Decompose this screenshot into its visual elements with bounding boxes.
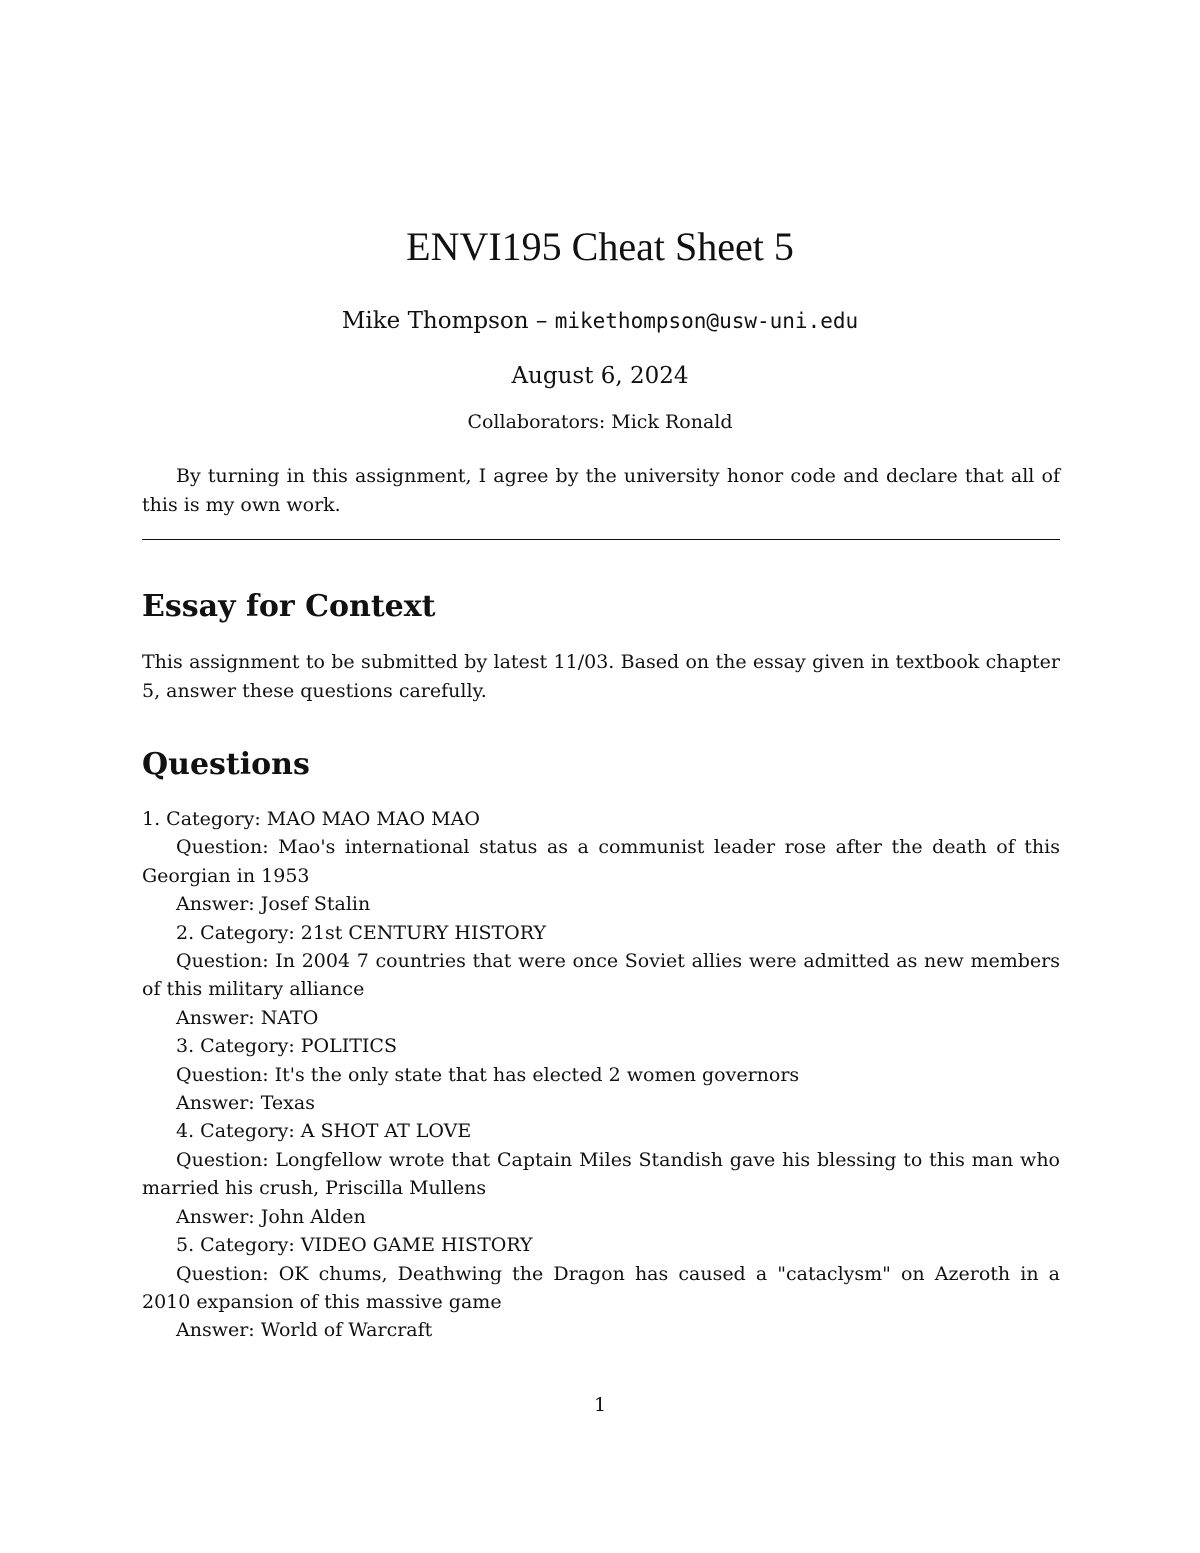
question-category: 3. Category: POLITICS [176,1035,397,1058]
questions-list [142,805,1060,1345]
author-separator: – [535,308,548,334]
question-answer: Answer: NATO [176,1006,319,1029]
question-answer: Answer: John Alden [176,1205,366,1228]
question-category: 1. Category: MAO MAO MAO MAO [142,808,480,830]
questions-section-heading: Questions [142,747,310,782]
essay-section-body: This assignment to be submitted by latest 11/03. Based on the essay given in textbook chapter 5, answer these questions carefully. [142,651,1060,702]
page-number: 1 [593,1394,607,1416]
document-date: August 6, 2024 [511,363,689,389]
horizontal-rule [142,539,1060,540]
essay-section-heading: Essay for Context [142,589,436,624]
collaborators: Collaborators: Mick Ronald [467,411,733,433]
question-answer: Answer: Josef Stalin [176,893,371,916]
question-text: Question: OK chums, Deathwing the Dragon has caused a "cataclysm" on Azeroth in a 2010 expansion of this massive game [142,1262,1060,1313]
question-text: Question: It's the only state that has elected 2 women governors [176,1063,800,1086]
question-text: Question: Longfellow wrote that Captain Miles Standish gave his blessing to this man who married his crush, Priscilla Mullens [142,1148,1060,1200]
document-title: ENVI195 Cheat Sheet 5 [406,224,794,269]
question-category: 4. Category: A SHOT AT LOVE [176,1120,472,1143]
honor-statement: By turning in this assignment, I agree by the university honor code and declare that all of this is my own work. [142,465,1060,516]
question-answer: Answer: World of Warcraft [176,1319,433,1342]
author-line [0,306,1200,336]
question-category: 2. Category: 21st CENTURY HISTORY [176,921,546,944]
question-text: Question: Mao's international status as a communist leader rose after the death of this Georgian in 1953 [142,836,1060,887]
question-category: 5. Category: VIDEO GAME HISTORY [176,1234,533,1257]
question-text: Question: In 2004 7 countries that were once Soviet allies were admitted as new members of this military alliance [142,950,1060,1001]
question-answer: Answer: Texas [176,1092,315,1115]
author-name: Mike Thompson [341,308,529,334]
author-email: mikethompson@usw-uni.edu [554,309,859,333]
